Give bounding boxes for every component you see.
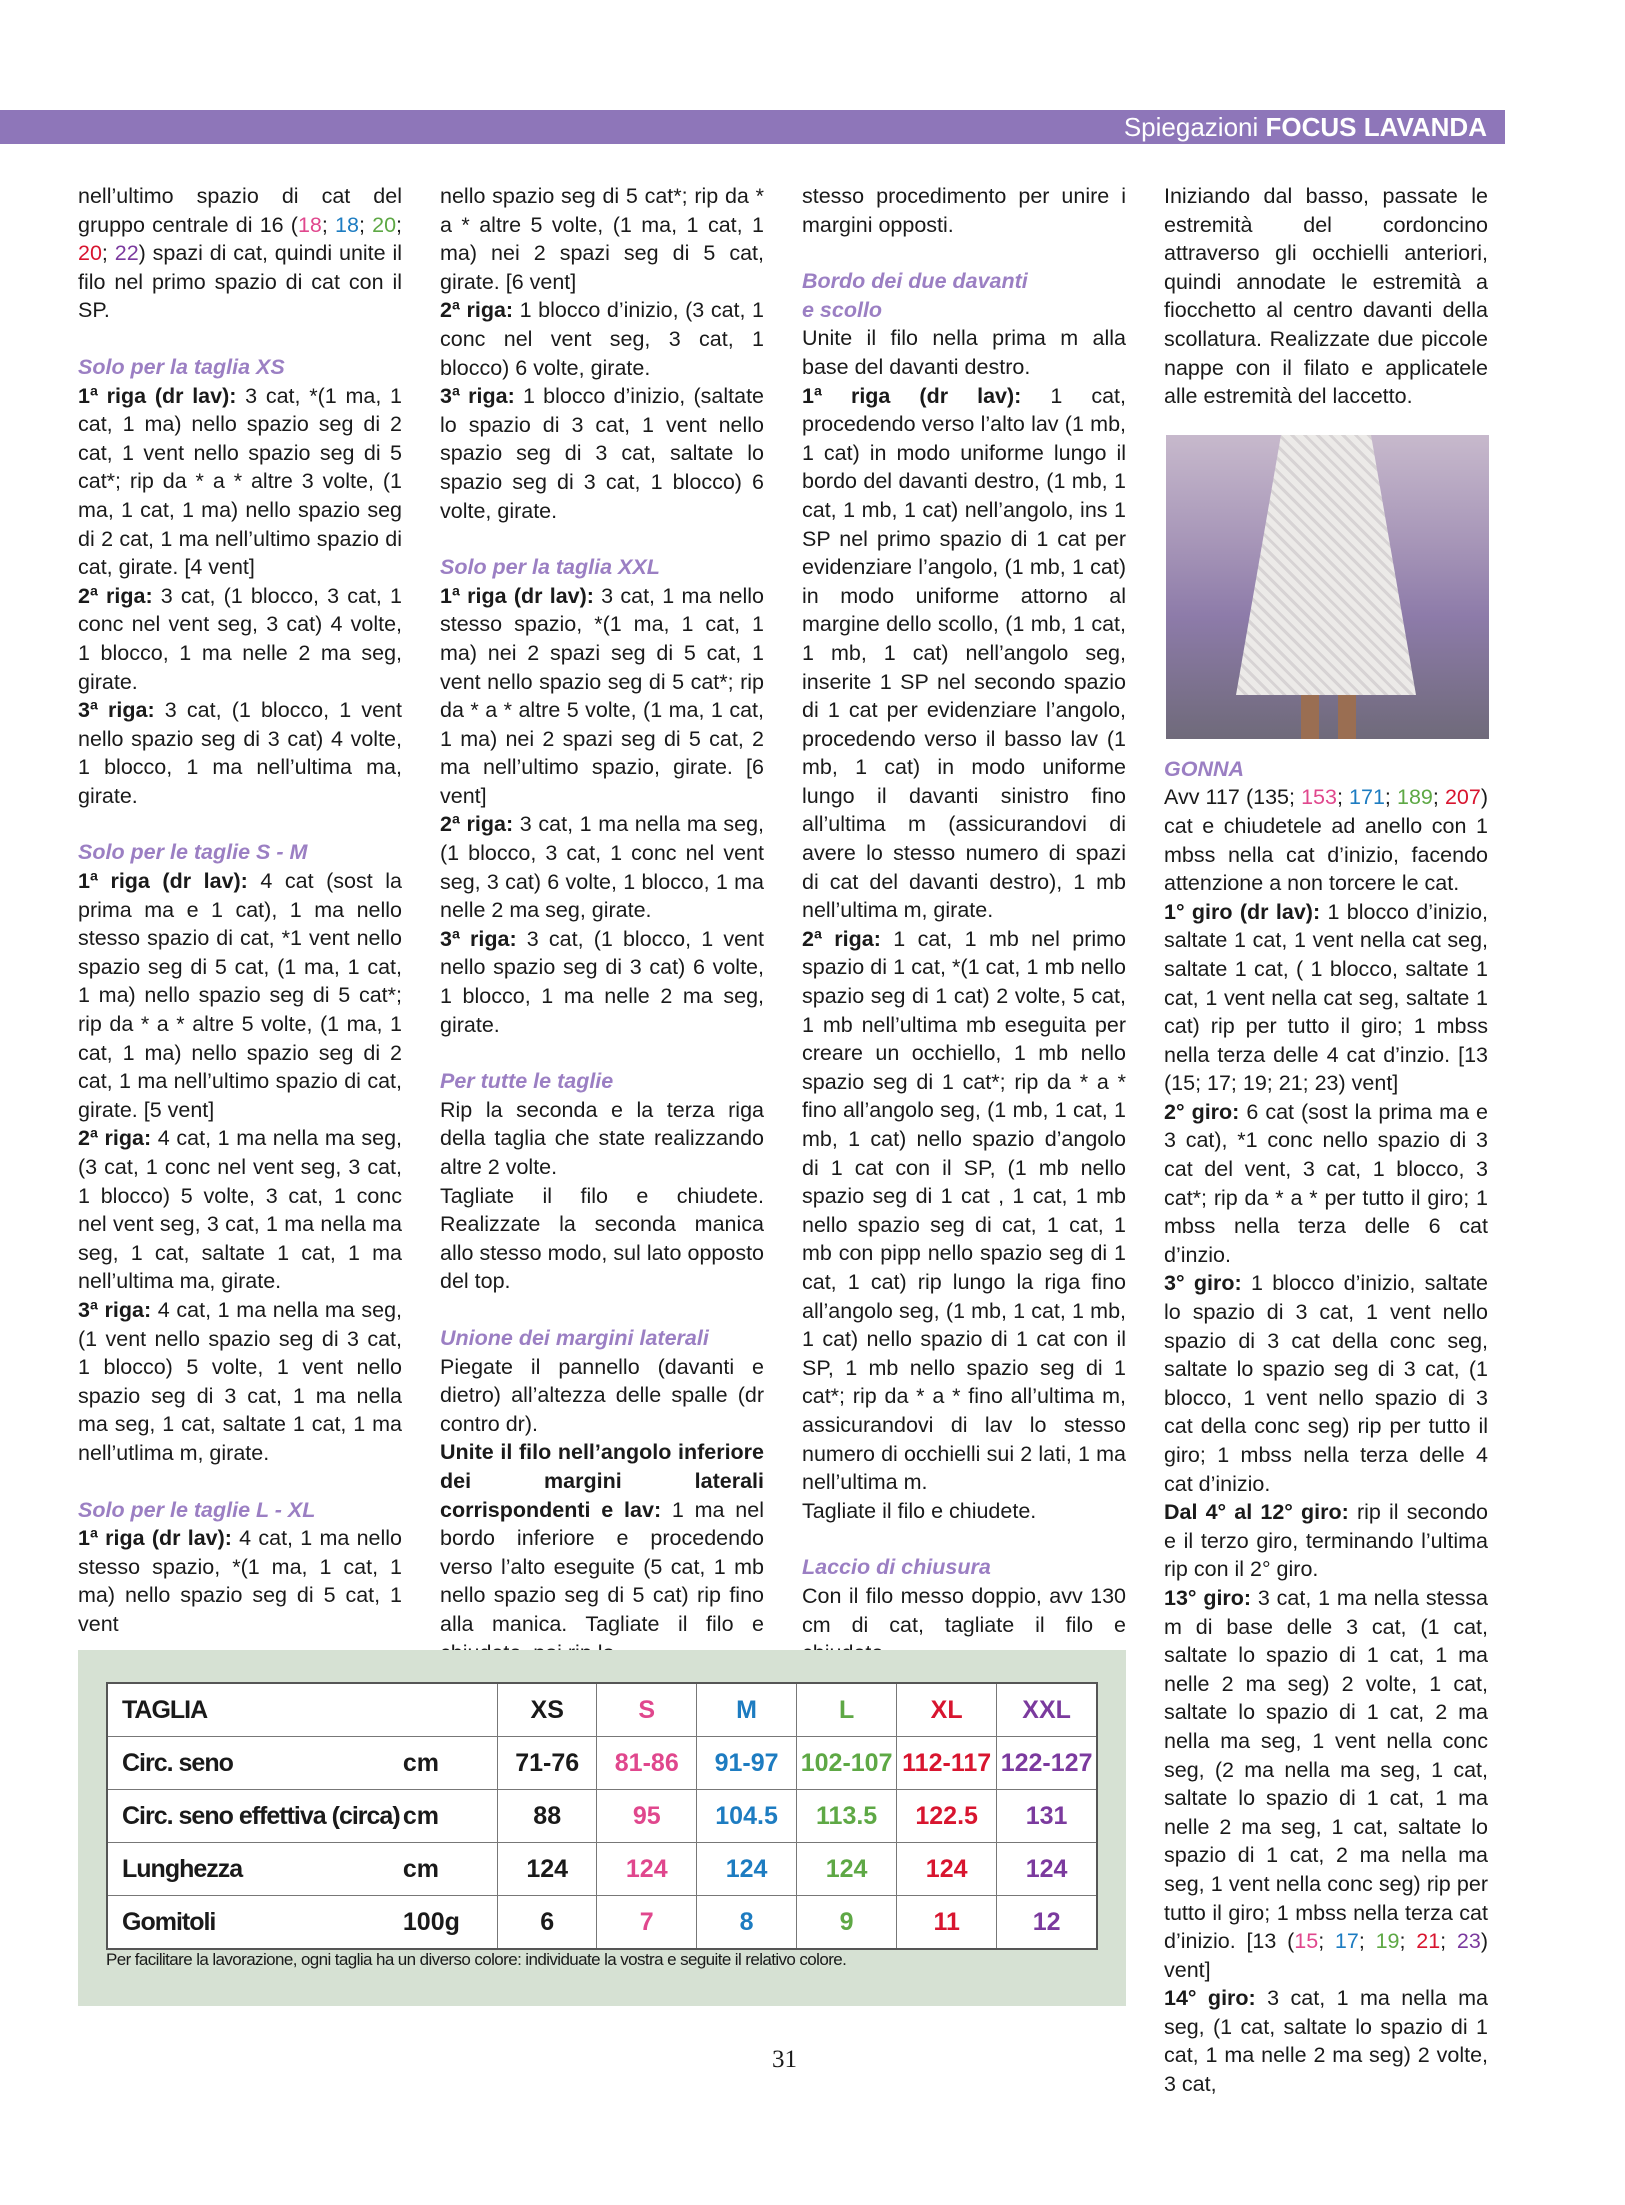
section-heading-lace: Laccio di chiusura <box>802 1555 991 1580</box>
size-xl: XL <box>897 1683 997 1737</box>
row-instruction: 3° giro: 1 blocco d’inizio, saltate lo spazio di 3 cat, 1 vent nello spazio di 3 cat della conc seg, saltate lo spazio seg di 3 cat, (1 blocco, 1 vent nello spazio di 3 cat della conc seg) rip per tutto il giro; 1 mbss nella terza delle 4 cat d’inizio. <box>1164 1271 1489 1496</box>
row-instruction: 2ª riga: 3 cat, 1 ma nella ma seg, (1 blocco, 3 cat, 1 conc nel vent seg, 3 cat) 6 volte, 1 blocco, 1 ma nelle 2 ma seg, girate. <box>440 812 764 923</box>
header-title: FOCUS LAVANDA <box>1265 112 1487 142</box>
row-instruction: 2ª riga: 1 cat, 1 mb nel primo spazio di 1 cat, *(1 cat, 1 mb nello spazio seg di 1 cat) 2 volte, 5 cat, 1 mb nell’ultima mb eseguita per creare un occhiello, 1 mb nello spazio seg di 1 cat*; rip da * a * fino all’angolo seg, (1 mb, 1 cat, 1 mb, 1 cat) nello spazio d’angolo di 1 cat con il SP, (1 mb nello spazio seg di 1 cat , 1 cat, 1 mb nello spazio seg di cat, 1 cat, 1 mb con pipp nello spazio seg di 1 cat, 1 cat) rip lungo la riga fino all’angolo seg, (1 mb, 1 cat, 1 mb, 1 cat) nello spazio di 1 cat con il SP, 1 mb nello spazio seg di 1 cat*; rip da * a * fino all’ultima m, assicurandovi di lav lo stesso numero di occhielli sui 2 lati, 1 ma nell’ultima m. <box>802 926 1127 1495</box>
row-instruction: 14° giro: 3 cat, 1 ma nella ma seg, (1 cat, saltate lo spazio di 1 cat, 1 ma nelle 2 ma seg) 2 volte, 3 cat, <box>1164 1986 1488 2097</box>
section-heading-xs: Solo per la taglia XS <box>78 354 285 379</box>
paragraph: Piegate il pannello (davanti e dietro) all’altezza delle spalle (dr contro dr). <box>440 1354 764 1436</box>
paragraph: Unite il filo nell’angolo inferiore dei margini laterali corrispondenti e lav: 1 ma nel bordo inferiore e procedendo verso l’alto eseguite (5 cat, 1 mb nello spazio seg di 5 cat) rip fino alla manica. Tagliate il filo e <box>440 1440 765 1636</box>
table-header-row <box>107 1683 1097 1737</box>
size-xs: XS <box>497 1683 597 1737</box>
table-row: Circ. seno cm 71-76 81-86 91-97 102-107 112-117 122-127 <box>107 1737 1097 1790</box>
paragraph: Unite il filo nella prima m alla base del davanti destro. <box>802 326 1126 379</box>
row-instruction: 1ª riga (dr lav): 4 cat (sost la prima ma e 1 cat), 1 ma nello stesso spazio di cat, *1 vent nello spazio seg di 5 cat, (1 ma, 1 cat, 1 ma) nello spazio seg di 5 cat*; rip da * a * altre 5 volte, (1 ma, 1 cat, 1 ma) nello spazio seg di 2 cat, 1 ma nell’ultimo spazio di cat, girate. [5 vent] <box>78 869 403 1122</box>
section-heading-sm: Solo per le taglie S - M <box>78 840 308 865</box>
row-instruction: 3ª riga: 3 cat, (1 blocco, 1 vent nello spazio seg di 3 cat) 6 volte, 1 blocco, 1 ma nelle 2 ma seg, girate. <box>440 926 764 1037</box>
table-row: Lunghezza cm 124 124 124 124 124 124 <box>107 1843 1097 1896</box>
paragraph: nell’ultimo spazio di cat del gruppo centrale di 16 (18; 18; 20; 20; 22) spazi di cat, quindi unite il filo nel primo spazio di cat con il SP. <box>78 184 403 323</box>
row-instruction: 2° giro: 6 cat (sost la prima ma e 3 cat), *1 conc nello spazio di 3 cat del vent, 3 cat, 1 blocco, 3 cat*; rip da * a * per tutto il giro; 1 mbss nella terza delle 6 cat d’inzio. <box>1164 1099 1488 1267</box>
paragraph: Con il filo messo doppio, avv 130 cm di cat, tagliate il filo e <box>802 1583 1126 1637</box>
row-instruction: 1ª riga (dr lav): 3 cat, 1 ma nello stesso spazio, *(1 ma, 1 cat, 1 ma) nei 2 spazi seg di 5 cat, 1 vent nello spazio seg di 5 cat*; rip da * a * altre 5 volte, (1 ma, 1 cat, 1 ma) nei 2 spazi seg di 5 cat, 2 ma nell’ultimo spazio, girate. [6 vent] <box>440 583 764 808</box>
section-heading-all: Per tutte le taglie <box>440 1069 614 1094</box>
leg-shape <box>1338 695 1356 739</box>
table-header-unit <box>403 1683 498 1737</box>
row-instruction: 1° giro (dr lav): 1 blocco d’inizio, saltate 1 cat, 1 vent nella cat seg, saltate 1 cat, ( 1 blocco, saltate 1 cat, 1 vent nella cat seg, saltate 1 cat) rip per tutto il giro; 1 mbss nella terza delle 4 cat d’inzio. [13 (15; 17; 19; 21; 23) vent] <box>1164 899 1488 1096</box>
row-instruction: 2ª riga: 3 cat, (1 blocco, 3 cat, 1 conc nel vent seg, 3 cat) 4 volte, 1 blocco, 1 ma nelle 2 ma seg, girate. <box>78 583 402 694</box>
row-instruction: 2ª riga: 4 cat, 1 ma nella ma seg, (3 cat, 1 conc nel vent seg, 3 cat, 1 blocco) 5 volte, 3 cat, 1 conc nel vent seg, 3 cat, 1 ma nella ma seg, 1 cat, saltate 1 cat, 1 ma nell’ultima ma, girate. <box>78 1126 402 1294</box>
section-header <box>1124 113 1487 141</box>
row-instruction: 3ª riga: 1 blocco d’inizio, (saltate lo spazio di 3 cat, 1 vent nello spazio seg di 3 cat, saltate lo spazio seg di 3 cat, 1 blocco) 6 volte, girate. <box>440 384 764 523</box>
row-instruction: 3ª riga: 3 cat, (1 blocco, 1 vent nello spazio seg di 3 cat) 4 volte, 1 blocco, 1 ma nell’ultima ma, girate. <box>78 698 402 808</box>
paragraph: stesso procedimento per unire i margini opposti. <box>802 184 1126 237</box>
table-header-label: TAGLIA <box>107 1683 403 1737</box>
paragraph: Tagliate il filo e chiudete. <box>802 1498 1037 1523</box>
paragraph: Rip la seconda e la terza riga della taglia che state realizzando altre 2 volte. <box>440 1097 764 1179</box>
row-instruction: 1ª riga (dr lav): 4 cat, 1 ma nello stesso spazio, *(1 ma, 1 cat, 1 ma) nello spazio seg di 5 cat, 1 vent <box>78 1526 402 1636</box>
row-instruction: Dal 4° al 12° giro: rip il secondo e il terzo giro, terminando l’ultima rip con il 2° giro. <box>1164 1500 1488 1582</box>
size-table <box>106 1682 1098 1950</box>
paragraph: Iniziando dal basso, passate le estremità del cordoncino attraverso gli occhielli anteriori, quindi annodate le estremità a fiocchetto al centro davanti della scollatura. Realizzate due piccole nappe con il filato e applicatele alle estremità del laccetto. <box>1164 184 1488 409</box>
section-heading-skirt: GONNA <box>1164 756 1245 781</box>
paragraph: Avv 117 (135; 153; 171; 189; 207) cat e chiudetele ad anello con 1 mbss nella cat d’inizio, facendo attenzione a non torcere le cat. <box>1164 785 1489 896</box>
header-label: Spiegazioni <box>1123 112 1259 142</box>
header-band <box>0 110 1505 144</box>
row-instruction: 1ª riga (dr lav): 3 cat, *(1 ma, 1 cat, 1 ma) nello spazio seg di 2 cat, 1 vent nello spazio seg di 5 cat*; rip da * a * altre 3 volte, (1 ma, 1 cat, 1 ma) nello spazio seg di 2 cat, 1 ma nell’ultimo spazio di cat, girate. [4 vent] <box>78 383 402 580</box>
column-2 <box>440 182 764 1667</box>
table-note: Per facilitare la lavorazione, ogni taglia ha un diverso colore: individuate la vostra e seguite il relativo colore. <box>106 1950 847 1969</box>
row-instruction: 13° giro: 3 cat, 1 ma nella stessa m di base delle 3 cat, (1 cat, saltate lo spazio di 1 cat, 1 ma nelle 2 ma seg) 2 volte, 1 cat, saltate lo spazio di 1 cat, 2 ma nella ma seg, 1 vent nella conc seg, (2 ma nella ma seg, 1 cat, saltate lo spazio di 1 cat, 1 ma nelle 2 ma seg, 1 cat, saltate lo spazio di 1 cat, 2 ma nella ma seg, 1 vent nella conc seg) rip per tutto il giro; 1 mbss nella terza cat d’inizio. [13 (15; 17; 19; 21; 23) vent] <box>1164 1585 1488 1982</box>
size-table-box <box>78 1650 1126 2006</box>
leg-shape <box>1301 695 1319 739</box>
section-heading-xxl: Solo per la taglia XXL <box>440 555 660 580</box>
paragraph: Tagliate il filo e chiudete. Realizzate la seconda manica allo stesso modo, sul lato opposto del top. <box>440 1183 764 1294</box>
row-instruction: 1ª riga (dr lav): 1 cat, procedendo verso l’alto lav (1 mb, 1 cat) in modo uniforme lungo il bordo del davanti destro, (1 mb, 1 cat, 1 mb, 1 cat) nell’angolo, ins 1 SP nel primo spazio di 1 cat per evidenziare l’angolo, (1 mb, 1 cat) in modo uniforme attorno al margine dello scollo, (1 mb, 1 cat, 1 mb, 1 cat) nell’angolo seg, inserite 1 SP nel secondo spazio di 1 cat per evidenziare l’angolo, procedendo verso il basso lav (1 mb, 1 cat) in modo uniforme lungo il davanti sinistro fino all’ultima m (assicurandovi di avere lo stesso numero di spazi di cat del davanti destro), 1 mb nell’ultima m, girate. <box>802 383 1126 923</box>
page-number: 31 <box>772 2046 797 2073</box>
row-instruction: 3ª riga: 4 cat, 1 ma nella ma seg, (1 vent nello spazio seg di 3 cat, 1 blocco) 5 volte, 1 vent nello spazio seg di 3 cat, 1 ma nella ma seg, 1 cat, saltate 1 cat, 1 ma nell’utlima m, girate. <box>78 1297 402 1465</box>
column-3 <box>802 182 1126 1668</box>
size-xxl: XXL <box>997 1683 1097 1737</box>
section-heading-border: Bordo dei due davanti e scollo <box>802 269 1028 322</box>
size-m: M <box>697 1683 797 1737</box>
skirt-photo <box>1166 435 1489 739</box>
table-row: Gomitoli 100g 6 7 8 9 11 12 <box>107 1896 1097 1950</box>
size-s: S <box>597 1683 697 1737</box>
skirt-shape <box>1236 435 1416 695</box>
table-row: Circ. seno effettiva (circa) cm 88 95 104.5 113.5 122.5 131 <box>107 1790 1097 1843</box>
column-1 <box>78 182 402 1639</box>
section-heading-join: Unione dei margini laterali <box>440 1325 709 1350</box>
section-heading-lxl: Solo per le taglie L - XL <box>78 1497 316 1522</box>
size-l: L <box>797 1683 897 1737</box>
row-instruction: 2ª riga: 1 blocco d’inizio, (3 cat, 1 conc nel vent seg, 3 cat, 1 blocco) 6 volte, girate. <box>440 298 764 380</box>
paragraph: nello spazio seg di 5 cat*; rip da * a * altre 5 volte, (1 ma, 1 cat, 1 ma) nei 2 spazi seg di 5 cat, girate. [6 vent] <box>440 184 764 294</box>
